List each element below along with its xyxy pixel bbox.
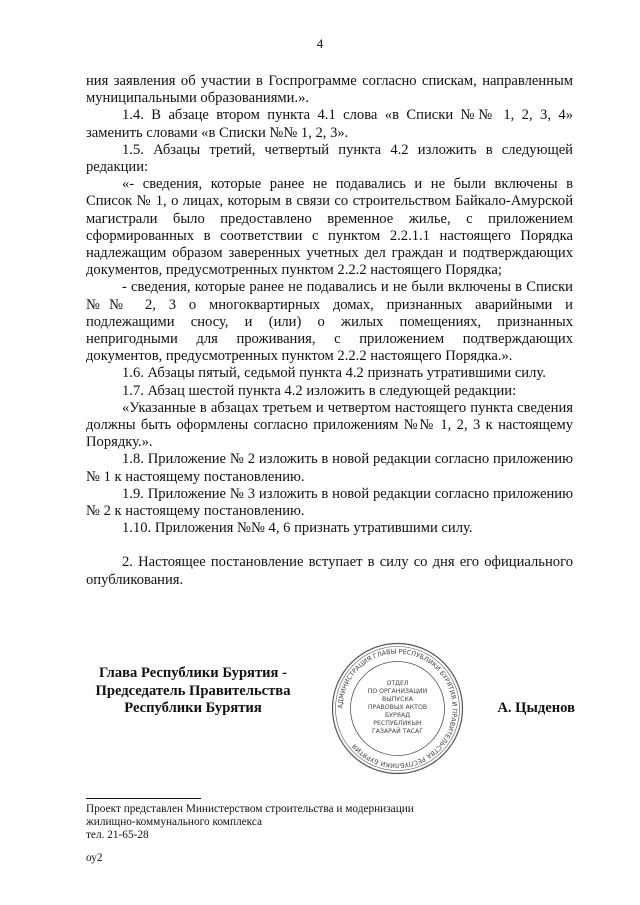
seal-center-line: ПРАВОВЫХ АКТОВ — [367, 704, 428, 711]
document-code: оу2 — [86, 852, 103, 864]
paragraph: 1.10. Приложения №№ 4, 6 признать утратившими силу. — [122, 520, 473, 537]
footnote — [86, 803, 566, 843]
signatory-title-line: Глава Республики Бурятия - — [99, 665, 287, 681]
footnote-line: Проект представлен Министерством строительства и модернизации — [86, 803, 414, 815]
paragraph: 1.5. Абзацы третий, четвертый пункта 4.2 изложить в следующей редакции: — [86, 141, 573, 176]
seal-center-line: ГАЗАРАЙ ТАСАГ — [371, 728, 424, 735]
paragraph: - сведения, которые ранее не подавались и не были включены в Списки №№ 2, 3 о многоквартирных домах, признанных аварийными и подлежащими сносу, и (или) о жилых помещениях, признанных непригодными для проживания, с приложением подтверждающих документов, предусмотренных пунктом 2.2.2 настоящего Порядка.». — [86, 279, 573, 365]
footnote-line: жилищно-коммунального комплекса — [86, 816, 263, 829]
official-seal — [330, 641, 465, 776]
signatory-title-line: Председатель Правительства — [95, 682, 291, 699]
paragraph: 1.4. В абзаце втором пункта 4.1 слова «в Списки №№ 1, 2, 3, 4» заменить словами «в Списки №№ 1, 2, 3». — [86, 107, 573, 141]
seal-center-line: ВЫПУСКА — [381, 696, 414, 703]
footnote-line: тел. 21-65-28 — [86, 829, 149, 842]
seal-center-line: РЕСПУБЛИКЫН — [373, 720, 422, 727]
signatory-title-line: Республики Бурятия — [124, 700, 262, 716]
paragraph: 1.7. Абзац шестой пункта 4.2 изложить в следующей редакции: — [122, 382, 517, 399]
paragraph: 1.8. Приложение № 2 изложить в новой редакции согласно приложению № 1 к настоящему постановлению. — [86, 451, 573, 485]
signer-name: А. Цыденов — [497, 700, 575, 716]
paragraph: ния заявления об участии в Госпрограмме согласно спискам, направленным муниципальными образованиями.». — [86, 73, 573, 107]
spacer — [86, 537, 573, 554]
seal-center-line: ОТДЕЛ — [386, 680, 409, 687]
paragraph: «Указанные в абзацах третьем и четвертом настоящего пункта сведения должны быть оформлены согласно приложениям №№ 1, 2, 3 к настоящему Порядку.». — [86, 399, 573, 451]
page-number: 4 — [316, 36, 324, 51]
signatory-title — [86, 665, 300, 718]
paragraph: 1.9. Приложение № 3 изложить в новой редакции согласно приложению № 2 к настоящему постановлению. — [86, 485, 573, 520]
seal-center-line: БУРЯАД — [384, 712, 411, 719]
seal-ring-text: АДМИНИСТРАЦИЯ ГЛАВЫ РЕСПУБЛИКИ БУРЯТИЯ И ПРАВИТЕЛЬСТВА РЕСПУБЛИКИ БУРЯТИЯ — [336, 647, 459, 770]
footnote-divider — [86, 798, 201, 799]
paragraph: 1.6. Абзацы пятый, седьмой пункта 4.2 признать утратившими силу. — [122, 365, 546, 382]
paragraph: «- сведения, которые ранее не подавались и не были включены в Список № 1, о лицах, которым в связи со строительством Байкало-Амурской магистрали было предоставлено временное жилье, с приложением сформированных в соответствии с пунктом 2.2.1.1 настоящего Порядка надлежащим образом заверенных учетных дел граждан и подтверждающих документов, предусмотренных пунктом 2.2.2 настоящего Порядка; — [86, 176, 573, 279]
seal-center-line: ПО ОРГАНИЗАЦИИ — [367, 688, 428, 695]
body-text — [86, 73, 573, 589]
closing-paragraph: 2. Настоящее постановление вступает в силу со дня его официального опубликования. — [86, 554, 573, 588]
